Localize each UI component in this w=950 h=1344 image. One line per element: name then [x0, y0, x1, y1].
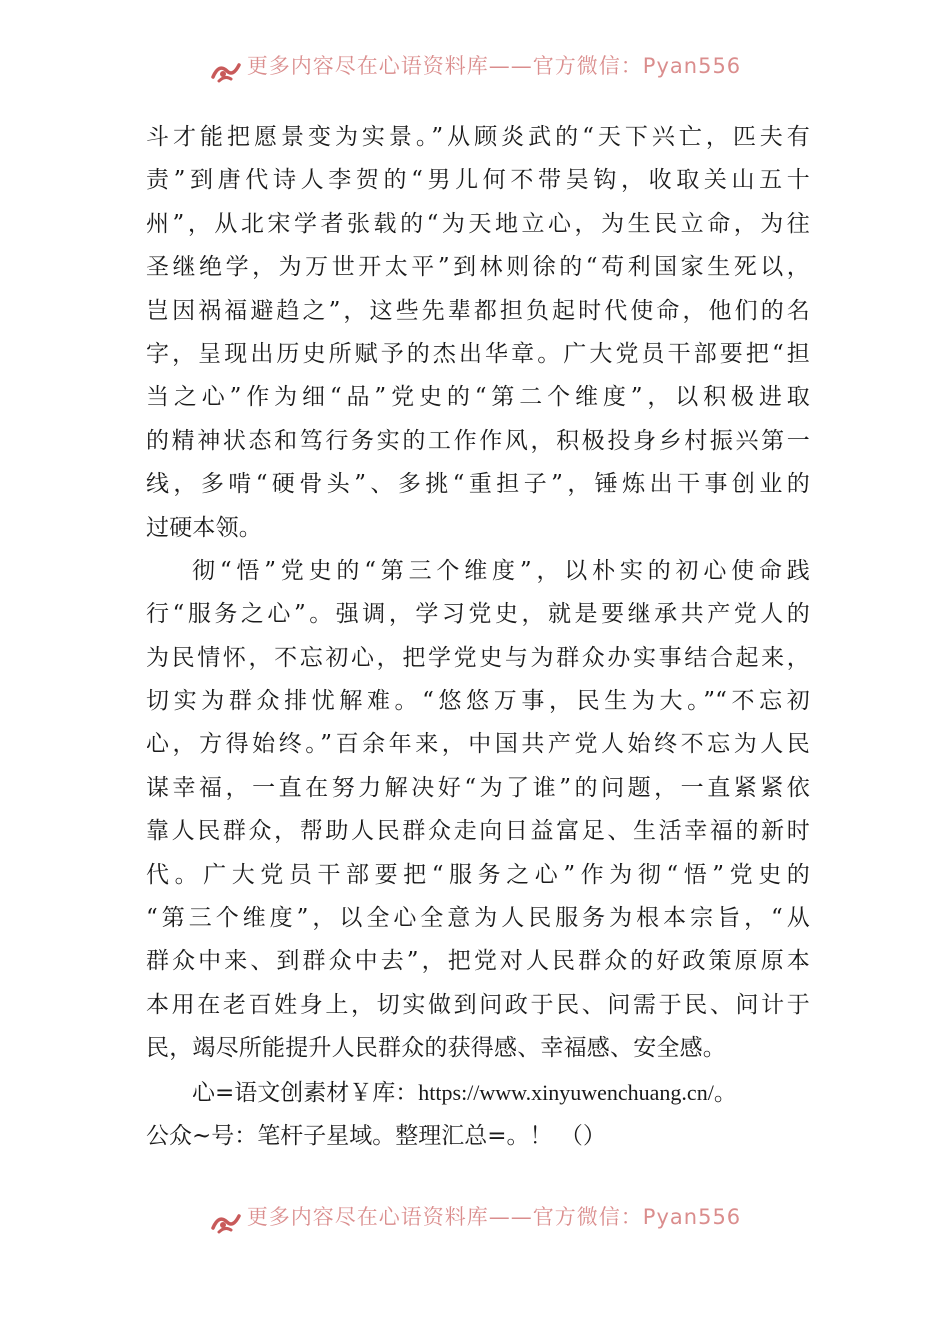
text-line: “第三个维度”，以全心全意为人民服务为根本宗旨，“从 — [146, 905, 810, 932]
text-line: 本用在老百姓身上，切实做到问政于民、问需于民、问计于 — [146, 991, 810, 1018]
paragraph-2 — [146, 550, 810, 1071]
source-credit — [146, 1071, 810, 1115]
document-body — [146, 116, 810, 1158]
text-line: 过硬本领。 — [146, 514, 262, 541]
banner-text: 更多内容尽在心语资料库——官方微信：Pyan556 — [246, 54, 742, 78]
text-line: 群众中来、到群众中去”，把党对人民群众的好政策原原本 — [146, 948, 810, 975]
text-line: 斗才能把愿景变为实景。”从顾炎武的“天下兴亡，匹夫有 — [146, 124, 810, 150]
text-line: 谋幸福，一直在努力解决好“为了谁”的问题，一直紧紧依 — [146, 774, 810, 801]
banner-text: 更多内容尽在心语资料库——官方微信：Pyan556 — [246, 1205, 742, 1229]
text-line: 线，多啃“硬骨头”、多挑“重担子”，锤炼出干事创业的 — [146, 471, 810, 498]
text-line: 心，方得始终。”百余年来，中国共产党人始终不忘为人民 — [146, 731, 810, 758]
brand-logo-icon — [209, 1208, 243, 1238]
paragraph-1 — [146, 116, 810, 550]
text-line: 为民情怀，不忘初心，把学党史与为群众办实事结合起来， — [146, 644, 810, 671]
wechat-credit: 公众~号：笔杆子星域。整理汇总=。！ （） — [146, 1123, 606, 1149]
text-line: 字，呈现出历史所赋予的杰出华章。广大党员干部要把“担 — [146, 340, 810, 367]
header-banner — [0, 52, 950, 92]
credit-prefix: 心=语文创素材￥库： — [192, 1079, 419, 1106]
text-line: 行“服务之心”。强调，学习党史，就是要继承共产党人的 — [146, 601, 810, 628]
credit-suffix: 。 — [713, 1079, 737, 1106]
text-line: 的精神状态和笃行务实的工作作风，积极投身乡村振兴第一 — [146, 427, 810, 454]
text-line: 当之心”作为细“品”党史的“第二个维度”，以积极进取 — [146, 384, 810, 411]
text-line: 圣继绝学，为万世开太平”到林则徐的“苟利国家生死以， — [146, 254, 810, 281]
text-line: 切实为群众排忧解难。“悠悠万事，民生为大。”“不忘初 — [146, 688, 810, 715]
text-line: 靠人民群众，帮助人民群众走向日益富足、生活幸福的新时 — [146, 818, 810, 845]
text-line: 责”到唐代诗人李贺的“男儿何不带吴钩，收取关山五十 — [146, 167, 810, 194]
text-line: 岂因祸福避趋之”，这些先辈都担负起时代使命，他们的名 — [146, 297, 810, 324]
footer-banner — [0, 1203, 950, 1243]
text-line: 民，竭尽所能提升人民群众的获得感、幸福感、安全感。 — [146, 1035, 726, 1062]
text-line: 代。广大党员干部要把“服务之心”作为彻“悟”党史的 — [146, 861, 810, 888]
text-line: 彻“悟”党史的“第三个维度”，以朴实的初心使命践 — [192, 557, 810, 584]
text-line: 州”，从北宋学者张载的“为天地立心，为生民立命，为往 — [146, 210, 810, 237]
brand-logo-icon — [209, 57, 243, 87]
source-url-link[interactable]: https://www.xinyuwenchuang.cn/ — [418, 1079, 714, 1105]
